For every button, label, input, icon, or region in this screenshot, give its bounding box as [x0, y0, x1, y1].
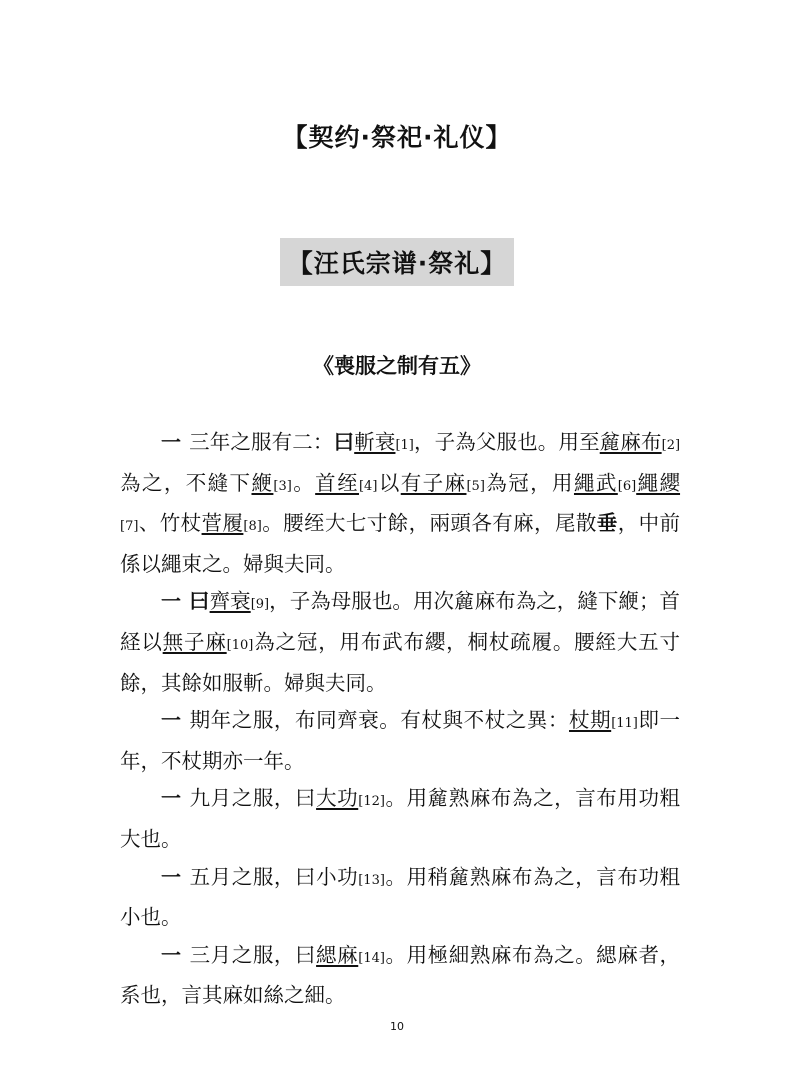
footnote-marker: [6]: [617, 478, 637, 494]
text-run: 。用麄熟麻布為之，言布用功粗大也。: [120, 786, 681, 851]
underlined-term: 菅履: [201, 511, 244, 536]
list-dash: 一: [161, 942, 182, 967]
footnote-marker: [3]: [273, 478, 292, 494]
text-run: ，子為母服也。用次麄麻布為之，縫下緶；首経以: [120, 589, 681, 654]
underlined-term: 麄麻布: [599, 430, 662, 454]
footnote-marker: [9]: [250, 597, 270, 613]
list-dash: 一: [161, 430, 182, 454]
underlined-term: 有子麻: [400, 470, 467, 495]
footnote-marker: [2]: [661, 438, 681, 453]
paragraph: [120, 859, 680, 937]
underlined-term: 緦麻: [316, 942, 359, 967]
footnote-marker: [4]: [358, 478, 378, 494]
text-run: 三月之服，曰: [189, 942, 317, 967]
underlined-term: 無子麻: [162, 629, 227, 654]
text-run: 。: [291, 470, 316, 495]
text-run: ，子為父服也。用至: [413, 430, 600, 454]
footnote-marker: [1]: [395, 438, 414, 453]
section-title: 《喪服之制有五》: [313, 354, 481, 378]
text-run: 為之，不縫下: [120, 470, 252, 495]
underlined-term: 繩纓: [636, 470, 681, 495]
bold-char: 垂: [596, 511, 618, 536]
underlined-term: 齊衰: [209, 589, 251, 614]
paragraph: [120, 780, 680, 858]
text-run: 。用稍麄熟麻布為之，言布功粗小也。: [120, 864, 681, 930]
list-dash: 一: [161, 589, 182, 614]
text-run: 、竹杖: [138, 511, 202, 536]
footnote-marker: [7]: [120, 519, 139, 535]
list-dash: 一: [161, 786, 182, 811]
underlined-term: 繩武: [573, 470, 618, 495]
bold-char: 曰: [189, 589, 210, 614]
list-dash: 一: [161, 708, 182, 733]
underlined-term: 大功: [316, 786, 359, 811]
paragraph: [120, 583, 680, 702]
footnote-marker: [14]: [358, 950, 385, 966]
underlined-term: 首绖: [315, 470, 359, 495]
document-title: 【契约·祭祀·礼仪】: [282, 123, 512, 152]
text-run: ，中前係以繩束之。婦與夫同。: [120, 511, 681, 576]
text-run: 九月之服，曰: [189, 786, 317, 811]
text-run: 為冠，用: [484, 470, 574, 495]
subtitle-wrapper: [0, 238, 794, 286]
paragraph: [120, 702, 680, 780]
footnote-marker: [11]: [611, 716, 638, 732]
text-run: 以: [377, 470, 401, 495]
footnote-marker: [13]: [358, 872, 385, 888]
text-run: 即一年，不杖期亦一年。: [120, 708, 681, 773]
underlined-term: 緶: [251, 470, 274, 495]
page-number: 10: [390, 1020, 404, 1033]
footnote-marker: [8]: [243, 519, 262, 535]
underlined-term: 杖期: [569, 708, 612, 733]
body-text: [120, 424, 680, 1015]
footnote-marker: [5]: [466, 478, 485, 494]
bold-char: 曰: [333, 430, 355, 454]
text-run: 期年之服，布同齊衰。有杖與不杖之異：: [189, 708, 570, 733]
document-subtitle: 【汪氏宗谱·祭礼】: [280, 238, 515, 286]
list-dash: 一: [161, 864, 182, 889]
paragraph: [120, 424, 680, 583]
text-run: 三年之服有二：: [189, 430, 334, 454]
text-run: 五月之服，曰小功: [189, 864, 359, 889]
footnote-marker: [12]: [358, 794, 385, 810]
footnote-marker: [10]: [226, 637, 254, 653]
paragraph: [120, 937, 680, 1015]
text-run: 。用極細熟麻布為之。緦麻者，系也，言其麻如絲之細。: [120, 942, 681, 1008]
text-run: 為之冠，用布武布纓，桐杖疏履。腰絰大五寸餘，其餘如服斬。婦與夫同。: [120, 629, 681, 695]
underlined-term: 斬衰: [354, 430, 396, 454]
text-run: 。腰绖大七寸餘，兩頭各有麻，尾散: [261, 511, 597, 536]
